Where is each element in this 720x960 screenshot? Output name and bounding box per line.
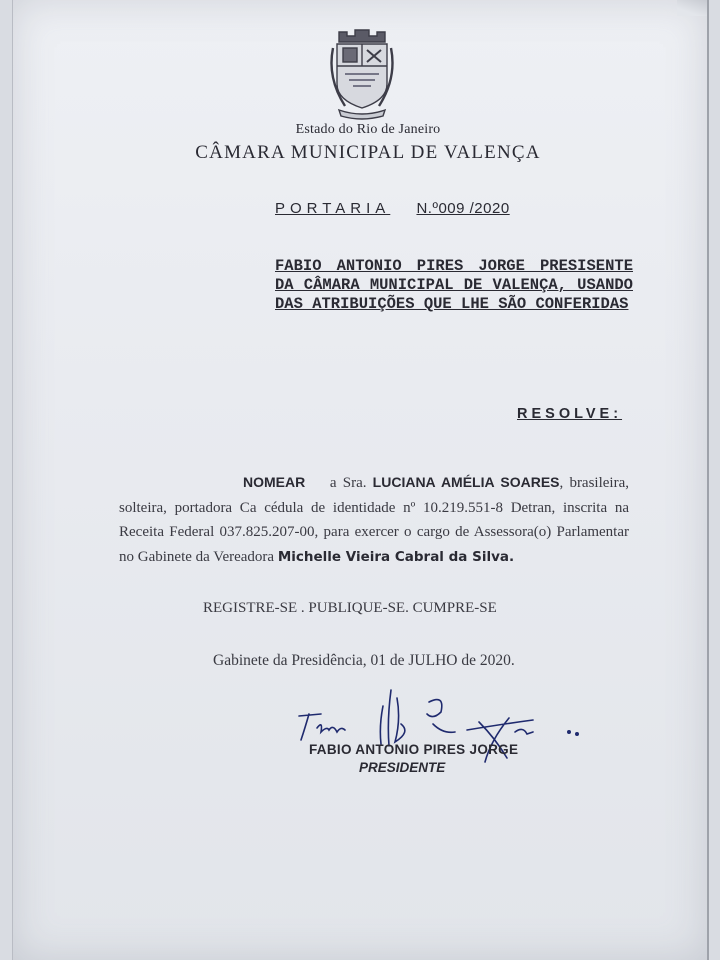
councilor-name: Michelle Vieira Cabral da Silva. xyxy=(277,548,515,565)
signatory-name: FABIO ANTONIO PIRES JORGE xyxy=(309,742,519,757)
coat-of-arms-icon xyxy=(325,28,399,120)
state-name: Estado do Rio de Janeiro xyxy=(295,122,441,137)
ordinance-label: PORTARIA xyxy=(275,200,391,217)
appointment-verb: NOMEAR xyxy=(243,474,306,490)
title-prefix: a Sra. xyxy=(329,475,367,491)
appointment-details: , brasileira, solteira, portadora Ca cédula de identidade nº 10.219.551-8 Detran, inscrita na Receita Federal 037.825.207-00, para exercer o cargo de Assessora(o) Parlamentar no Gabinete da Vereadora xyxy=(119,475,629,565)
preamble: FABIO ANTONIO PIRES JORGE PRESISENTE DA CÂMARA MUNICIPAL DE VALENÇA, USANDO DAS ATRIBUIÇÕES QUE LHE SÃO CONFERIDAS xyxy=(275,257,633,313)
ordinance-number: N.º009 /2020 xyxy=(416,200,510,217)
ordinance-heading xyxy=(275,200,510,217)
chamber-name: CÂMARA MUNICIPAL DE VALENÇA xyxy=(195,142,541,163)
appointee-name: LUCIANA AMÉLIA SOARES xyxy=(372,474,560,490)
resolve-heading: RESOLVE: xyxy=(517,406,623,422)
signatory-role: PRESIDENTE xyxy=(359,760,446,775)
page-fold xyxy=(677,0,707,16)
place-date: Gabinete da Presidência, 01 de JULHO de 2020. xyxy=(213,652,515,669)
document-page xyxy=(12,0,709,960)
appointment-paragraph xyxy=(119,470,629,569)
closing-formula: REGISTRE-SE . PUBLIQUE-SE. CUMPRE-SE xyxy=(203,600,497,616)
